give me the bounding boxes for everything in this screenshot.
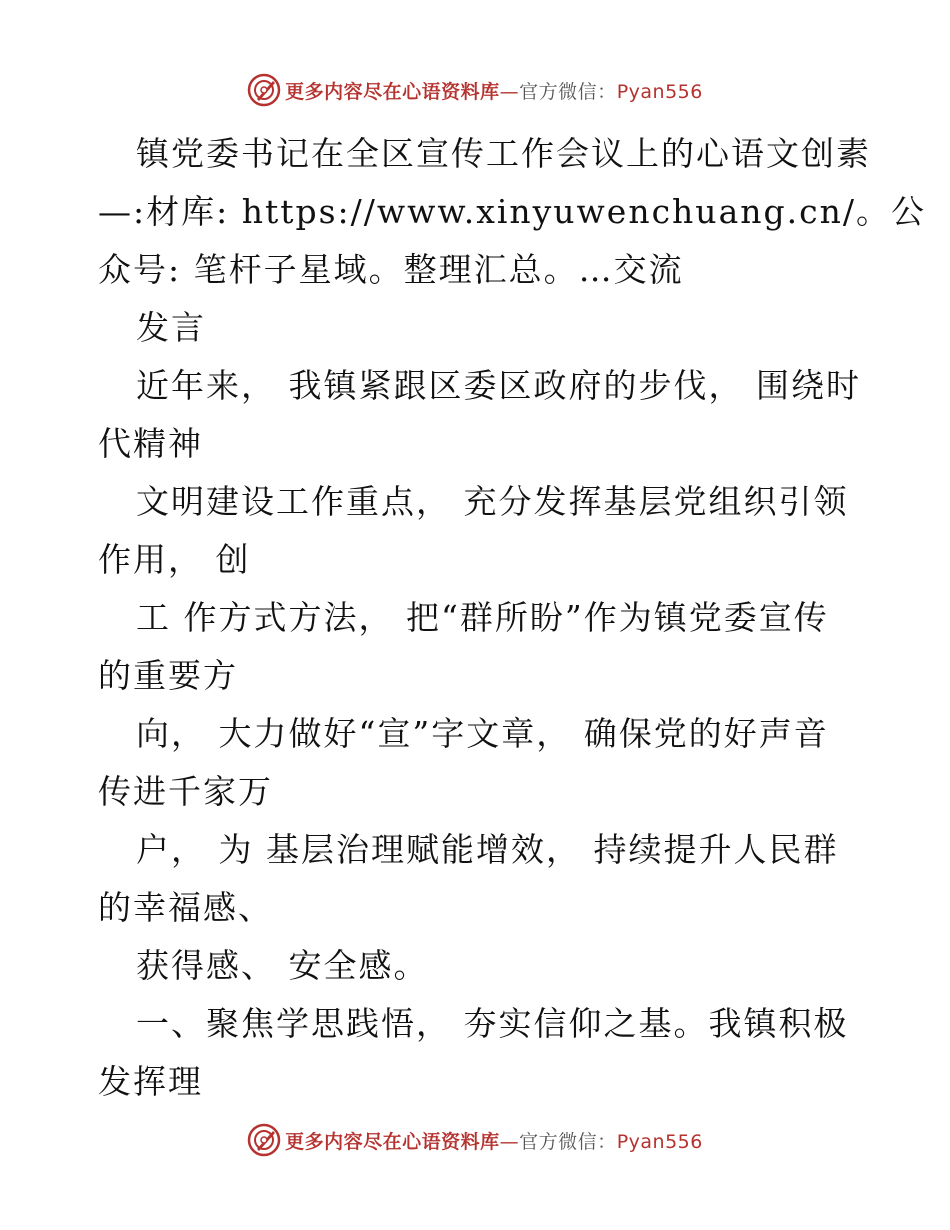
text-line: 发言 (136, 308, 206, 347)
brand-logo-icon (247, 73, 281, 107)
text-line: 作用， 创 (98, 540, 251, 579)
banner-dash: — (499, 1130, 520, 1153)
document-body (98, 125, 926, 1111)
text-line: 近年来， 我镇紧跟区委区政府的步伐， 围绕时 (136, 366, 861, 405)
text-line: 镇党委书记在全区宣传工作会议上的心语文创素 (136, 134, 871, 173)
header-banner (0, 70, 950, 110)
banner-label: 官方微信： (519, 1130, 617, 1153)
banner-label: 官方微信： (519, 80, 617, 103)
text-line: 获得感、 安全感。 (136, 946, 429, 985)
text-line: 代精神 (98, 424, 203, 463)
text-line: 的重要方 (98, 656, 238, 695)
text-line: 向， 大力做好“宣”字文章， 确保党的好声音 (136, 714, 829, 753)
text-line: 传进千家万 (98, 772, 273, 811)
banner-dash: — (499, 80, 520, 103)
text-line: 一、聚焦学思践悟， 夯实信仰之基。我镇积极 (136, 1004, 849, 1043)
banner-text (285, 77, 703, 104)
banner-brand: 更多内容尽在心语资料库 (285, 80, 500, 103)
footer-banner (0, 1120, 950, 1160)
text-line: 发挥理 (98, 1062, 203, 1101)
banner-brand: 更多内容尽在心语资料库 (285, 1130, 500, 1153)
banner-text (285, 1127, 703, 1154)
text-line: 众号: 笔杆子星域。整理汇总。…交流 (98, 250, 684, 289)
text-line: 的幸福感、 (98, 888, 273, 927)
brand-logo-icon (247, 1123, 281, 1157)
text-line: 户， 为 基层治理赋能增效， 持续提升人民群 (136, 830, 839, 869)
text-line: —:材库: https://www.xinyuwenchuang.cn/。公 (98, 192, 926, 231)
text-line: 文明建设工作重点， 充分发挥基层党组织引领 (136, 482, 849, 521)
text-line: 工 作方式方法， 把“群所盼”作为镇党委宣传 (136, 598, 829, 637)
banner-wechat-id: Pyan556 (616, 1130, 703, 1153)
banner-wechat-id: Pyan556 (616, 80, 703, 103)
